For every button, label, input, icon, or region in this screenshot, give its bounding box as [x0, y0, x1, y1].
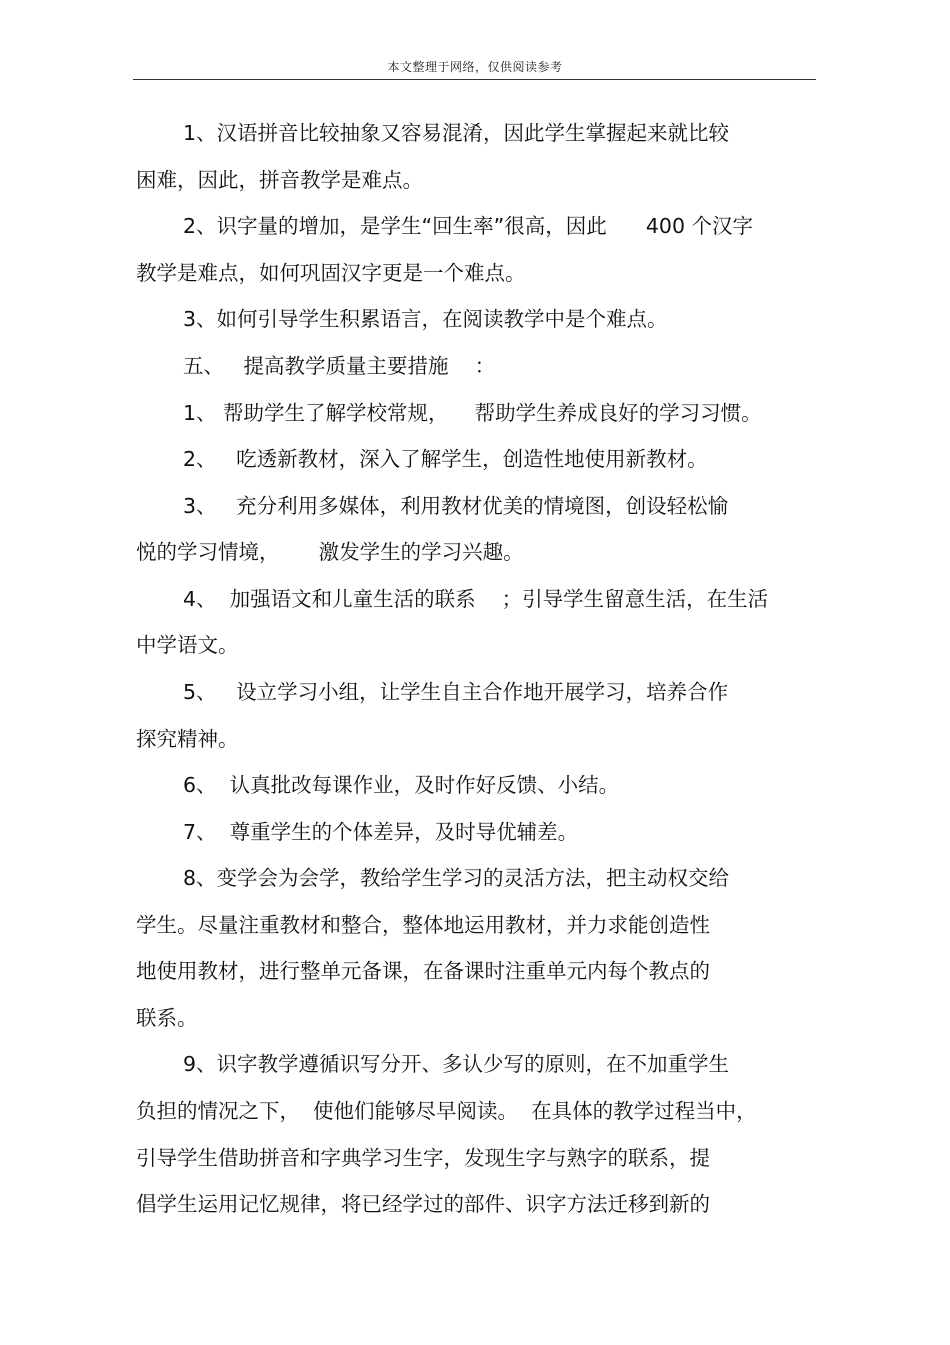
paragraph-line: 困难，因此，拼音教学是难点。 [136, 168, 423, 192]
paragraph-line: 3、 充分利用多媒体，利用教材优美的情境图，创设轻松愉 [183, 494, 729, 518]
paragraph-line: 8、变学会为会学，教给学生学习的灵活方法，把主动权交给 [183, 866, 730, 890]
paragraph-line: 1、 帮助学生了解学校常规， 帮助学生养成良好的学习习惯。 [183, 401, 762, 425]
paragraph-line: 探究精神。 [136, 727, 239, 751]
paragraph-line: 1、汉语拼音比较抽象又容易混淆，因此学生掌握起来就比较 [183, 121, 730, 145]
paragraph-line: 5、 设立学习小组，让学生自主合作地开展学习，培养合作 [183, 680, 729, 704]
paragraph-line: 2、识字量的增加，是学生“回生率”很高，因此 400 个汉字 [183, 214, 754, 238]
paragraph-line: 7、 尊重学生的个体差异，及时导优辅差。 [183, 820, 579, 844]
paragraph-line: 引导学生借助拼音和字典学习生字，发现生字与熟字的联系，提 [136, 1146, 710, 1170]
paragraph-line: 3、如何引导学生积累语言，在阅读教学中是个难点。 [183, 307, 668, 331]
paragraph-line: 中学语文。 [136, 633, 239, 657]
paragraph-line: 负担的情况之下， 使他们能够尽早阅读。 在具体的教学过程当中， [136, 1099, 757, 1123]
paragraph-line: 倡学生运用记忆规律，将已经学过的部件、识字方法迁移到新的 [136, 1192, 710, 1216]
paragraph-line: 教学是难点，如何巩固汉字更是一个难点。 [136, 261, 526, 285]
paragraph-line: 4、 加强语文和儿童生活的联系 ；引导学生留意生活，在生活 [183, 587, 769, 611]
paragraph-line: 6、 认真批改每课作业，及时作好反馈、小结。 [183, 773, 620, 797]
section-heading: 五、 提高教学质量主要措施 ： [183, 354, 496, 378]
paragraph-line: 地使用教材，进行整单元备课，在备课时注重单元内每个教点的 [136, 959, 710, 983]
paragraph-line: 2、 吃透新教材，深入了解学生，创造性地使用新教材。 [183, 447, 708, 471]
paragraph-line: 9、识字教学遵循识写分开、多认少写的原则，在不加重学生 [183, 1052, 730, 1076]
page-header: 本文整理于网络，仅供阅读参考 [387, 60, 563, 74]
header-divider [133, 79, 816, 80]
paragraph-line: 悦的学习情境， 激发学生的学习兴趣。 [136, 540, 524, 564]
paragraph-line: 学生。尽量注重教材和整合，整体地运用教材，并力求能创造性 [136, 913, 710, 937]
paragraph-line: 联系。 [136, 1006, 198, 1030]
